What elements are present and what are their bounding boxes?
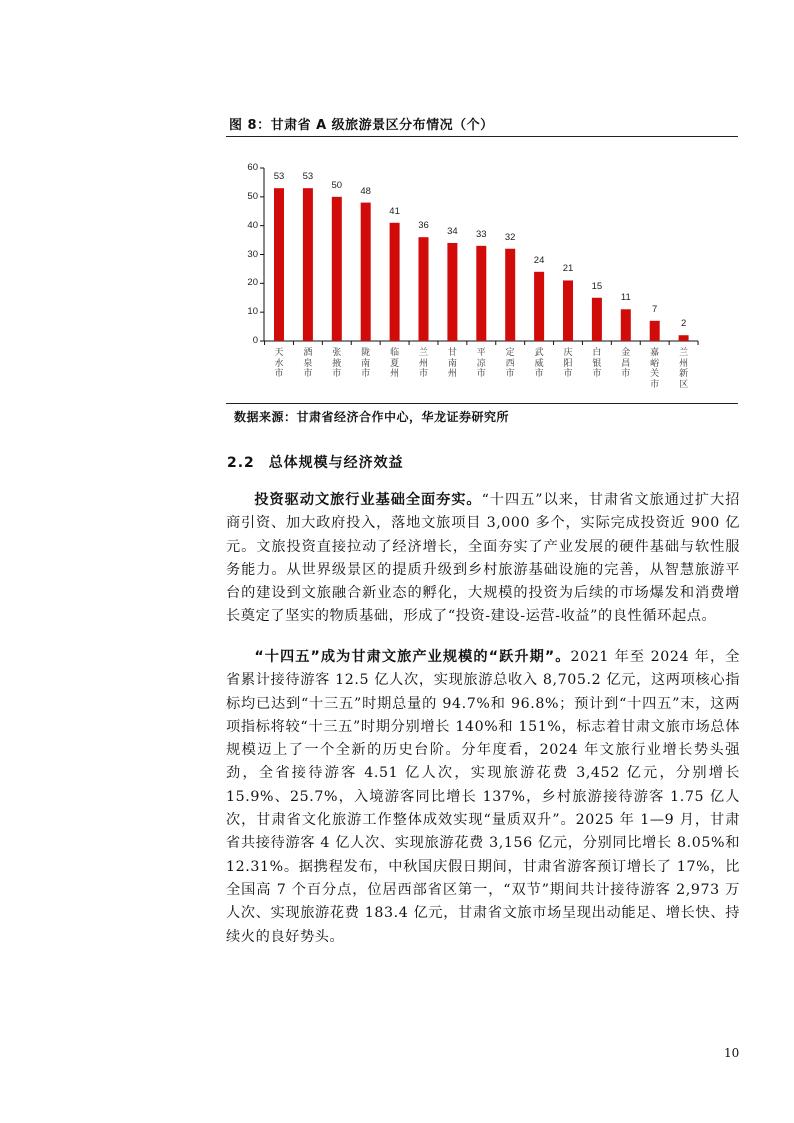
bar-value-label: 41 xyxy=(389,205,400,217)
bar-value-label: 53 xyxy=(302,171,314,183)
y-tick-label: 10 xyxy=(247,306,258,318)
category-label: 酒泉市 xyxy=(303,348,313,379)
category-label: 天水市 xyxy=(274,348,284,379)
category-label: 张掖市 xyxy=(332,348,342,379)
category-label: 庆阳市 xyxy=(563,348,573,379)
section-number: 2.2 xyxy=(227,455,255,471)
bar-value-label: 24 xyxy=(533,254,545,266)
bar-value-label: 2 xyxy=(680,318,687,330)
page-number: 10 xyxy=(724,1046,740,1060)
bar-value-label: 21 xyxy=(562,263,574,275)
figure-bottom-rule xyxy=(226,403,738,404)
paragraph-lead: 投资驱动文旅行业基础全面夯实。 xyxy=(254,492,482,508)
bar xyxy=(332,197,342,341)
y-tick-label: 60 xyxy=(247,162,258,173)
bar xyxy=(274,188,284,341)
bar-value-label: 33 xyxy=(476,228,487,240)
y-tick-label: 0 xyxy=(252,335,258,346)
category-label: 定西市 xyxy=(505,348,515,379)
section-heading xyxy=(227,452,404,472)
bar-value-label: 11 xyxy=(620,292,631,304)
bar-chart xyxy=(226,140,738,402)
figure-top-rule xyxy=(226,136,738,137)
bar-value-label: 36 xyxy=(418,220,429,232)
bar xyxy=(361,203,371,341)
y-tick-label: 40 xyxy=(247,219,258,231)
figure-source: 数据来源：甘肃省经济合作中心，华龙证券研究所 xyxy=(234,410,510,424)
paragraph-investment xyxy=(226,489,740,629)
bar-value-label: 48 xyxy=(360,185,371,197)
category-label: 陇南市 xyxy=(361,348,371,379)
paragraph-growth xyxy=(226,646,740,949)
bar-value-label: 50 xyxy=(331,179,343,191)
bar xyxy=(679,335,689,341)
bar-value-label: 32 xyxy=(504,231,516,243)
bar xyxy=(447,243,457,341)
category-label: 武威市 xyxy=(534,348,544,379)
bar-value-label: 53 xyxy=(273,171,285,183)
category-label: 兰州市 xyxy=(418,348,428,379)
bar xyxy=(621,309,631,341)
category-label: 嘉峪关市 xyxy=(650,348,660,390)
paragraph-body: 2021 年至 2024 年，全省累计接待游客 12.5 亿人次，实现旅游总收入 8,705.2 亿元，这两项核心指标均已达到“十三五”时期总量的 94.7%和 96.8%；预计到“十四五”末，这两项指标将较“十三五”时期分别增长 140%和 151%，标志着甘肃文旅市场总体规模迈上了一个全新的历史台阶。分年度看，2024 年文旅行业增长势头强劲，全省接待游客 4.51 亿人次，实现旅游花费 3,452 亿元，分别增长 15.9%、25.7%，入境游客同比增长 137%，乡村旅游接待游客 1.75 亿人次，甘肃省文化旅游工作整体成效实现“量质双升”。2025 年 1—9 月，甘肃省共接待游客 4 亿人次、实现旅游花费 3,156 亿元，分别同比增长 8.05%和 12.31%。据携程发布，中秋国庆假日期间，甘肃省游客预订增长了 17%，比全国高 7 个百分点，位居西部省区第一，“双节”期间共计接待游客 2,973 万人次、实现旅游花费 183.4 亿元，甘肃省文旅市场呈现出动能足、增长快、持续火的良好势头。 xyxy=(226,649,741,945)
section-title: 总体规模与经济效益 xyxy=(268,455,404,471)
bar xyxy=(534,272,544,341)
category-label: 平凉市 xyxy=(476,348,486,379)
category-label: 兰州新区 xyxy=(679,348,689,390)
y-tick-label: 30 xyxy=(247,248,258,260)
paragraph-body: “十四五”以来，甘肃省文旅通过扩大招商引资、加大政府投入，落地文旅项目 3,000 多个，实际完成投资近 900 亿元。文旅投资直接拉动了经济增长，全面夯实了产业发展的硬件基础与软性服务能力。从世界级景区的提质升级到乡村旅游基础设施的完善，从智慧旅游平台的建设到文旅融合新业态的孵化，大规模的投资为后续的市场爆发和消费增长奠定了坚实的物质基础，形成了“投资-建设-运营-收益”的良性循环起点。 xyxy=(226,492,740,625)
bar-value-label: 7 xyxy=(652,303,658,315)
bar xyxy=(390,223,400,341)
bar xyxy=(563,280,573,341)
category-label: 临夏州 xyxy=(390,348,400,379)
bar xyxy=(592,298,602,341)
bar xyxy=(505,249,515,341)
y-tick-label: 20 xyxy=(247,277,258,289)
bar-value-label: 15 xyxy=(591,280,603,292)
bar xyxy=(650,321,660,341)
bar xyxy=(303,188,313,341)
bar-value-label: 34 xyxy=(447,225,458,237)
category-label: 甘南州 xyxy=(447,348,457,379)
figure-title: 图 8：甘肃省 A 级旅游景区分布情况（个） xyxy=(229,118,494,133)
bar xyxy=(476,246,486,341)
category-label: 白银市 xyxy=(592,348,602,379)
y-tick-label: 50 xyxy=(247,190,258,202)
bar xyxy=(419,237,429,341)
category-label: 金昌市 xyxy=(621,348,631,379)
paragraph-lead: “十四五”成为甘肃文旅产业规模的“跃升期”。 xyxy=(254,649,571,665)
